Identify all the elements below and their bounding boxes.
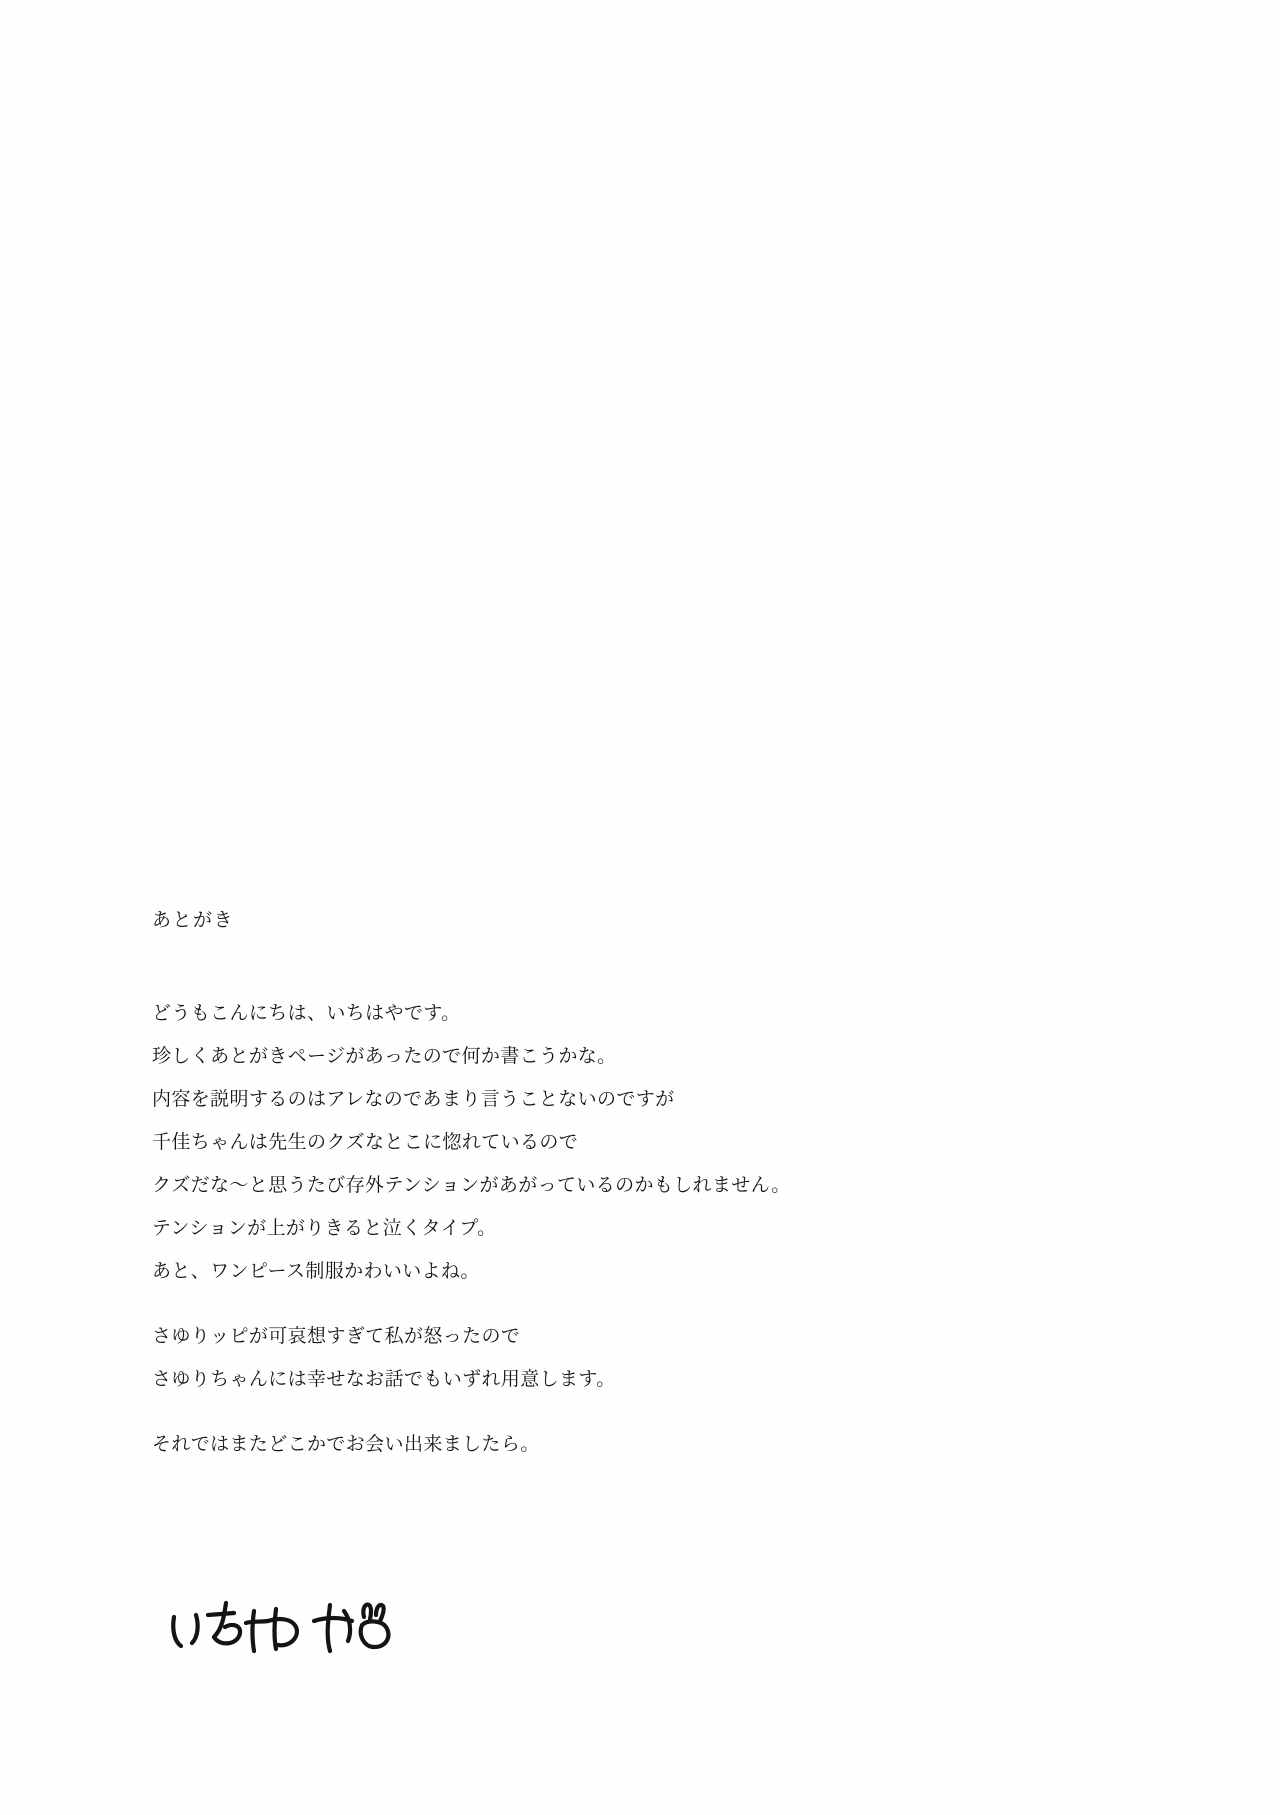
afterword-text-line: あと、ワンピース制服かわいいよね。	[152, 1260, 480, 1282]
handwritten-signature	[168, 1595, 398, 1675]
afterword-text-line: 千佳ちゃんは先生のクズなとこに惚れているので	[152, 1131, 579, 1153]
afterword-text-line: 内容を説明するのはアレなのであまり言うことないのですが	[152, 1088, 675, 1110]
afterword-text-line: さゆりッピが可哀想すぎて私が怒ったので	[152, 1325, 521, 1347]
afterword-paragraph-3	[152, 1435, 1052, 1454]
afterword-section	[152, 905, 1052, 1500]
afterword-text-line: さゆりちゃんには幸せなお話でもいずれ用意します。	[152, 1368, 616, 1390]
afterword-text-line: テンションが上がりきると泣くタイプ。	[152, 1217, 497, 1239]
afterword-heading: あとがき	[152, 909, 235, 931]
afterword-paragraph-2	[152, 1327, 1052, 1389]
afterword-text-line: 珍しくあとがきページがあったので何か書こうかな。	[152, 1045, 617, 1067]
afterword-paragraph-1	[152, 1004, 1052, 1281]
afterword-text-line: それではまたどこかでお会い出来ましたら。	[152, 1433, 540, 1455]
afterword-text-line: どうもこんにちは、いちはやです。	[152, 1002, 461, 1024]
afterword-text-line: クズだな〜と思うたび存外テンションがあがっているのかもしれません。	[152, 1174, 791, 1196]
